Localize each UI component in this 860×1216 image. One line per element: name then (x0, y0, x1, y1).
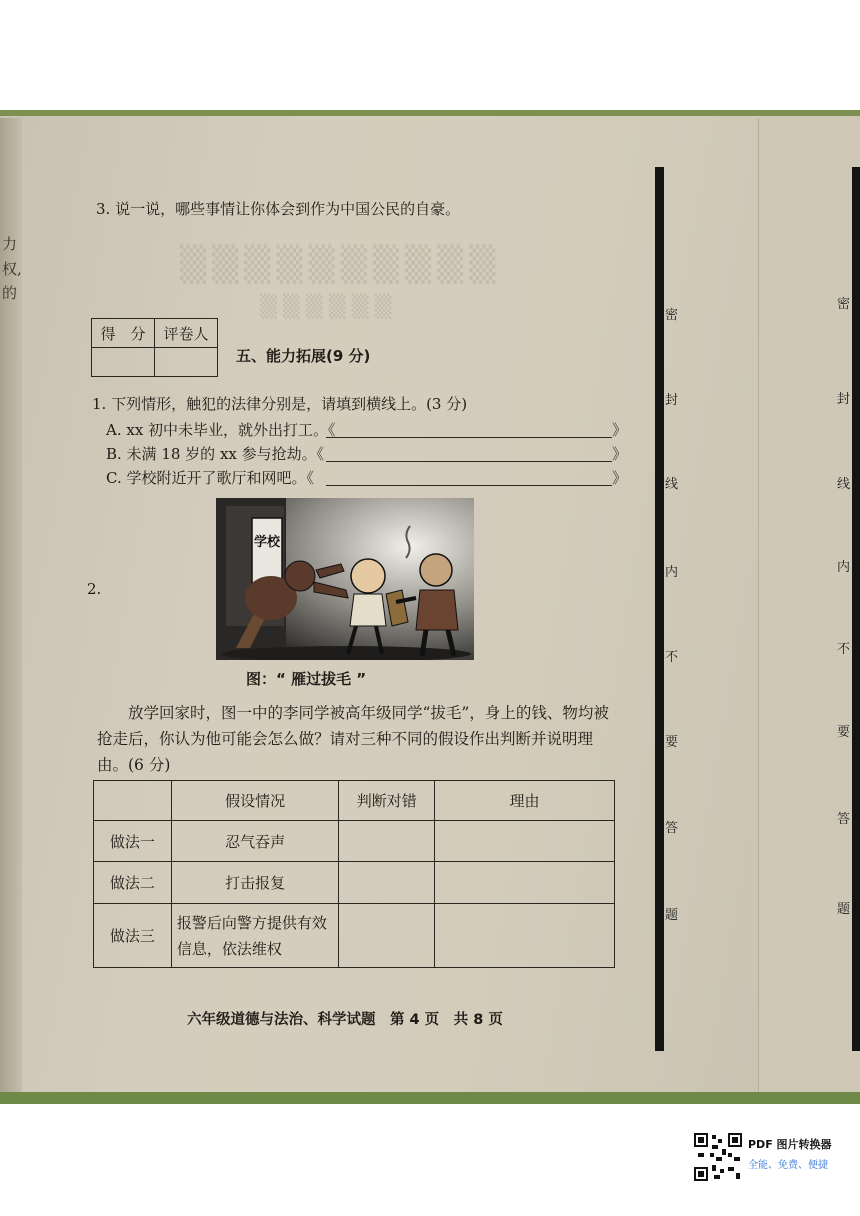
row-situation: 报警后向警方提供有效信息，依法维权 (171, 904, 339, 968)
judgement-cell[interactable] (339, 904, 435, 968)
background-strip-top (0, 110, 860, 116)
page-footer: 六年级道德与法治、科学试题 第 4 页 共 8 页 (187, 1012, 503, 1028)
answer-blank-b[interactable] (326, 461, 612, 462)
q1-item-a: A. xx 初中未毕业，就外出打工。《 (106, 421, 336, 439)
header-situation: 假设情况 (171, 781, 339, 821)
question-1-prompt: 1. 下列情形，触犯的法律分别是，请填到横线上。(3 分) (92, 395, 468, 413)
row-label: 做法一 (94, 821, 172, 862)
row-situation: 忍气吞声 (171, 821, 339, 862)
seal-char: 内 (837, 560, 851, 575)
answer-blank-c[interactable] (326, 485, 612, 486)
reason-cell[interactable] (434, 862, 614, 904)
grader-cell[interactable] (155, 348, 218, 377)
seal-char: 密 (665, 308, 679, 323)
score-cell[interactable] (92, 348, 155, 377)
seal-char: 线 (837, 477, 851, 492)
q1-item-b: B. 未满 18 岁的 xx 参与抢劫。《 (106, 445, 325, 463)
seal-char: 题 (837, 902, 851, 917)
seal-char: 题 (665, 908, 679, 923)
seal-char: 线 (665, 477, 679, 492)
score-box (91, 318, 218, 377)
reason-cell[interactable] (434, 821, 614, 862)
grader-label: 评卷人 (155, 319, 218, 348)
seal-char: 不 (665, 650, 679, 665)
row-label: 做法三 (94, 904, 172, 968)
seal-char: 要 (665, 735, 679, 750)
question-2-paragraph: 放学回家时，图一中的李同学被高年级同学“拔毛”，身上的钱、物均被抢走后，你认为他可能会怎么做？请对三种不同的假设作出判断并说明理由。(6 分) (97, 704, 609, 774)
answer-table (93, 780, 615, 968)
question-2-number: 2. (87, 580, 102, 598)
watermark-title: PDF 图片转换器 (748, 1138, 832, 1151)
figure-caption: 图：“ 雁过拔毛 ” (246, 670, 367, 688)
seal-char: 封 (837, 392, 851, 407)
bleed-through-text: ▒▒▒▒▒▒▒▒▒▒ (180, 245, 502, 285)
row-situation: 打击报复 (171, 862, 339, 904)
answer-blank-a[interactable] (326, 437, 612, 438)
qr-code-icon[interactable] (694, 1133, 742, 1181)
q1-item-c: C. 学校附近开了歌厅和网吧。《 (106, 469, 314, 487)
seal-char: 要 (837, 725, 851, 740)
edge-char: 力 (2, 235, 18, 253)
bracket-close: 》 (612, 469, 628, 487)
seal-char: 密 (837, 297, 851, 312)
seal-char: 内 (665, 565, 679, 580)
cartoon-illustration (216, 498, 474, 660)
seal-char: 答 (837, 812, 851, 827)
bleed-through-text: ▒▒▒▒▒▒ (260, 295, 398, 320)
reason-cell[interactable] (434, 904, 614, 968)
bracket-close: 》 (612, 445, 628, 463)
score-label: 得 分 (92, 319, 155, 348)
seal-line-bar (852, 167, 860, 1051)
previous-page-edge (0, 118, 22, 1098)
header-judgement: 判断对错 (339, 781, 435, 821)
seal-char: 答 (665, 821, 679, 836)
watermark-subtitle: 全能、免费、便捷 (748, 1160, 828, 1171)
row-label: 做法二 (94, 862, 172, 904)
background-strip-bottom (0, 1092, 860, 1104)
header-reason: 理由 (434, 781, 614, 821)
seal-char: 不 (837, 642, 851, 657)
cartoon-sign-text: 学校 (253, 535, 281, 550)
edge-char: 权, (2, 260, 22, 278)
seal-line-bar (655, 167, 664, 1051)
judgement-cell[interactable] (339, 821, 435, 862)
judgement-cell[interactable] (339, 862, 435, 904)
header-empty (94, 781, 172, 821)
question-3: 3. 说一说，哪些事情让你体会到作为中国公民的自豪。 (96, 200, 461, 218)
seal-char: 封 (665, 393, 679, 408)
edge-char: 的 (2, 284, 18, 302)
bracket-close: 》 (612, 421, 628, 439)
scanned-exam-page (0, 110, 860, 1104)
next-page-edge (758, 118, 860, 1098)
section-title: 五、能力拓展(9 分) (236, 347, 371, 365)
